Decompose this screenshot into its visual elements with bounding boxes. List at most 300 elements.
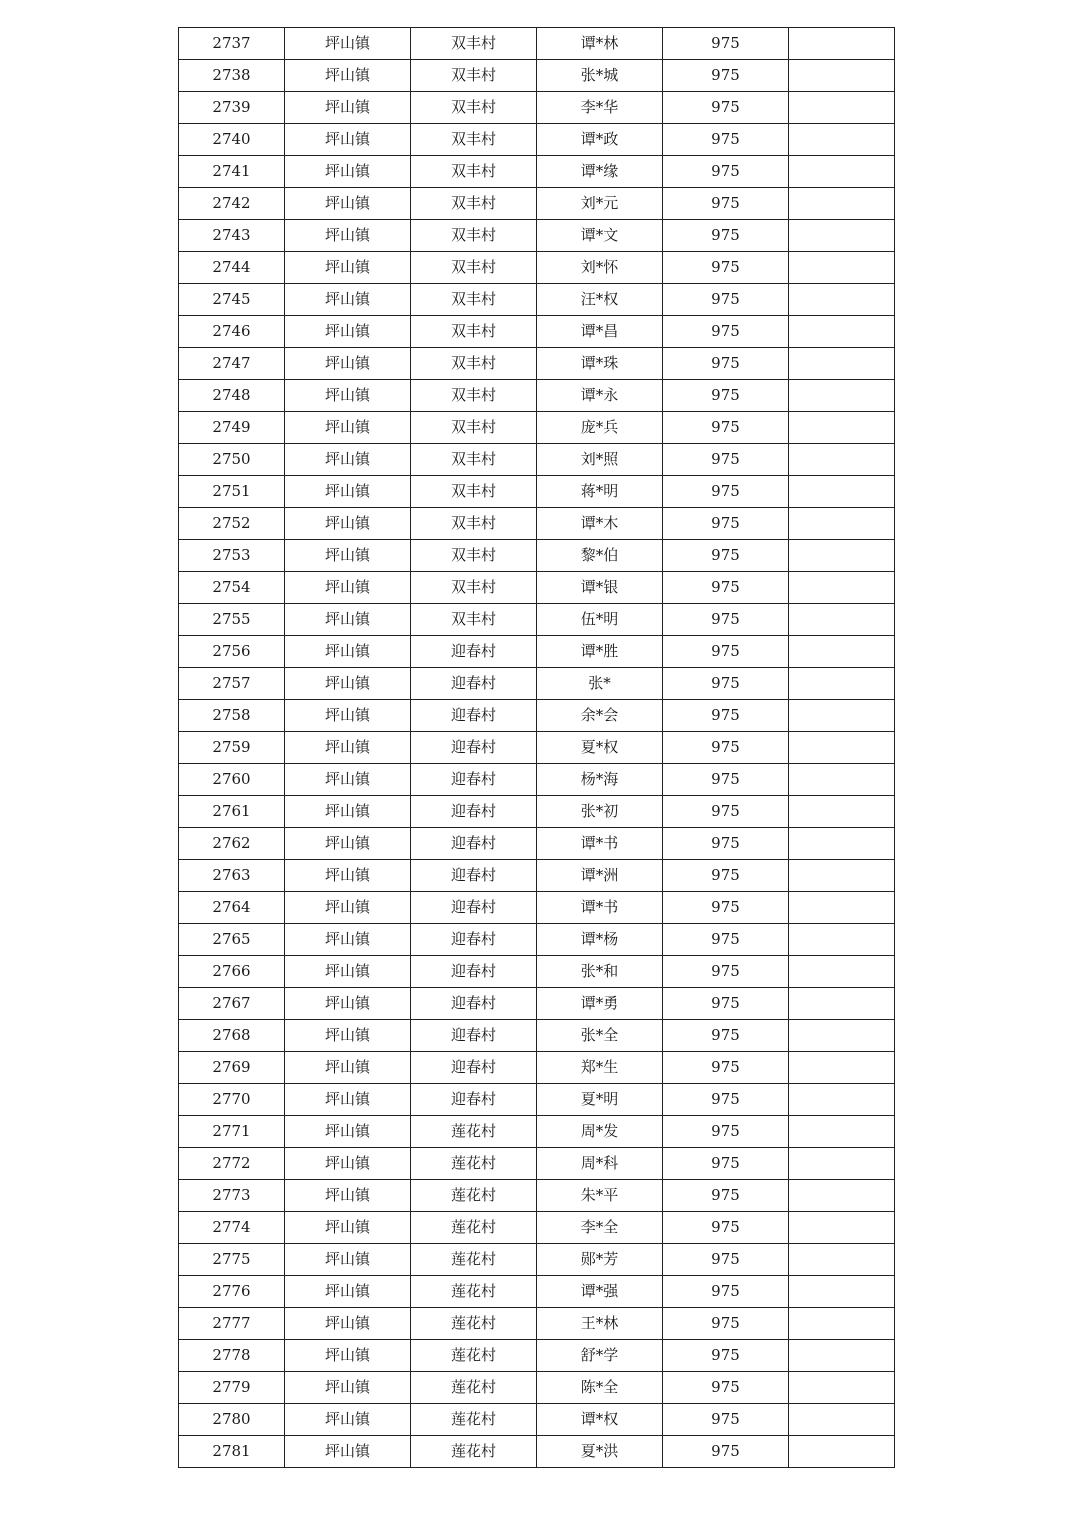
table-row [179, 316, 895, 348]
village-cell: 莲花村 [411, 1148, 537, 1180]
row-number-cell: 2763 [179, 860, 285, 892]
amount-cell: 975 [663, 188, 789, 220]
name-cell: 蒋*明 [537, 476, 663, 508]
amount-cell: 975 [663, 764, 789, 796]
note-cell [789, 1276, 895, 1308]
table-row [179, 412, 895, 444]
note-cell [789, 860, 895, 892]
town-cell: 坪山镇 [285, 1404, 411, 1436]
name-cell: 周*发 [537, 1116, 663, 1148]
row-number-cell: 2772 [179, 1148, 285, 1180]
name-cell: 谭*书 [537, 828, 663, 860]
name-cell: 张*城 [537, 60, 663, 92]
name-cell: 谭*木 [537, 508, 663, 540]
note-cell [789, 700, 895, 732]
town-cell: 坪山镇 [285, 316, 411, 348]
amount-cell: 975 [663, 860, 789, 892]
name-cell: 朱*平 [537, 1180, 663, 1212]
note-cell [789, 284, 895, 316]
row-number-cell: 2768 [179, 1020, 285, 1052]
name-cell: 李*全 [537, 1212, 663, 1244]
village-cell: 双丰村 [411, 92, 537, 124]
table-row [179, 1180, 895, 1212]
note-cell [789, 828, 895, 860]
row-number-cell: 2758 [179, 700, 285, 732]
row-number-cell: 2779 [179, 1372, 285, 1404]
row-number-cell: 2757 [179, 668, 285, 700]
town-cell: 坪山镇 [285, 476, 411, 508]
town-cell: 坪山镇 [285, 60, 411, 92]
amount-cell: 975 [663, 1244, 789, 1276]
name-cell: 刘*元 [537, 188, 663, 220]
amount-cell: 975 [663, 124, 789, 156]
name-cell: 张*和 [537, 956, 663, 988]
town-cell: 坪山镇 [285, 540, 411, 572]
amount-cell: 975 [663, 476, 789, 508]
row-number-cell: 2751 [179, 476, 285, 508]
village-cell: 双丰村 [411, 188, 537, 220]
note-cell [789, 348, 895, 380]
name-cell: 李*华 [537, 92, 663, 124]
row-number-cell: 2774 [179, 1212, 285, 1244]
name-cell: 舒*学 [537, 1340, 663, 1372]
town-cell: 坪山镇 [285, 636, 411, 668]
town-cell: 坪山镇 [285, 700, 411, 732]
table-row [179, 988, 895, 1020]
name-cell: 汪*权 [537, 284, 663, 316]
row-number-cell: 2778 [179, 1340, 285, 1372]
village-cell: 莲花村 [411, 1404, 537, 1436]
table-row [179, 604, 895, 636]
row-number-cell: 2753 [179, 540, 285, 572]
village-cell: 迎春村 [411, 668, 537, 700]
amount-cell: 975 [663, 636, 789, 668]
name-cell: 夏*洪 [537, 1436, 663, 1468]
village-cell: 双丰村 [411, 284, 537, 316]
town-cell: 坪山镇 [285, 668, 411, 700]
name-cell: 谭*胜 [537, 636, 663, 668]
amount-cell: 975 [663, 828, 789, 860]
village-cell: 莲花村 [411, 1308, 537, 1340]
note-cell [789, 156, 895, 188]
table-row [179, 892, 895, 924]
row-number-cell: 2756 [179, 636, 285, 668]
row-number-cell: 2767 [179, 988, 285, 1020]
amount-cell: 975 [663, 572, 789, 604]
table-row [179, 252, 895, 284]
town-cell: 坪山镇 [285, 732, 411, 764]
table-row [179, 764, 895, 796]
row-number-cell: 2780 [179, 1404, 285, 1436]
table-row [179, 860, 895, 892]
name-cell: 谭*勇 [537, 988, 663, 1020]
table-row [179, 732, 895, 764]
amount-cell: 975 [663, 732, 789, 764]
amount-cell: 975 [663, 1052, 789, 1084]
amount-cell: 975 [663, 1148, 789, 1180]
amount-cell: 975 [663, 348, 789, 380]
amount-cell: 975 [663, 1180, 789, 1212]
note-cell [789, 668, 895, 700]
town-cell: 坪山镇 [285, 1020, 411, 1052]
row-number-cell: 2781 [179, 1436, 285, 1468]
amount-cell: 975 [663, 28, 789, 60]
amount-cell: 975 [663, 1308, 789, 1340]
table-row [179, 1340, 895, 1372]
table-row [179, 156, 895, 188]
table-row [179, 828, 895, 860]
village-cell: 迎春村 [411, 892, 537, 924]
row-number-cell: 2744 [179, 252, 285, 284]
town-cell: 坪山镇 [285, 796, 411, 828]
town-cell: 坪山镇 [285, 572, 411, 604]
amount-cell: 975 [663, 1404, 789, 1436]
town-cell: 坪山镇 [285, 28, 411, 60]
table-row [179, 1244, 895, 1276]
village-cell: 莲花村 [411, 1340, 537, 1372]
note-cell [789, 124, 895, 156]
row-number-cell: 2745 [179, 284, 285, 316]
amount-cell: 975 [663, 380, 789, 412]
amount-cell: 975 [663, 988, 789, 1020]
name-cell: 谭*书 [537, 892, 663, 924]
table-row [179, 668, 895, 700]
name-cell: 谭*永 [537, 380, 663, 412]
row-number-cell: 2775 [179, 1244, 285, 1276]
note-cell [789, 60, 895, 92]
row-number-cell: 2755 [179, 604, 285, 636]
name-cell: 谭*林 [537, 28, 663, 60]
name-cell: 庞*兵 [537, 412, 663, 444]
note-cell [789, 1148, 895, 1180]
village-cell: 迎春村 [411, 636, 537, 668]
village-cell: 迎春村 [411, 924, 537, 956]
amount-cell: 975 [663, 1212, 789, 1244]
row-number-cell: 2749 [179, 412, 285, 444]
amount-cell: 975 [663, 1436, 789, 1468]
village-cell: 双丰村 [411, 412, 537, 444]
name-cell: 谭*银 [537, 572, 663, 604]
note-cell [789, 1084, 895, 1116]
name-cell: 郑*生 [537, 1052, 663, 1084]
note-cell [789, 636, 895, 668]
row-number-cell: 2760 [179, 764, 285, 796]
amount-cell: 975 [663, 924, 789, 956]
village-cell: 双丰村 [411, 380, 537, 412]
village-cell: 莲花村 [411, 1244, 537, 1276]
note-cell [789, 1052, 895, 1084]
table-row [179, 956, 895, 988]
note-cell [789, 220, 895, 252]
amount-cell: 975 [663, 892, 789, 924]
amount-cell: 975 [663, 668, 789, 700]
note-cell [789, 1436, 895, 1468]
row-number-cell: 2742 [179, 188, 285, 220]
note-cell [789, 412, 895, 444]
table-row [179, 1084, 895, 1116]
town-cell: 坪山镇 [285, 988, 411, 1020]
amount-cell: 975 [663, 1116, 789, 1148]
row-number-cell: 2765 [179, 924, 285, 956]
town-cell: 坪山镇 [285, 828, 411, 860]
row-number-cell: 2741 [179, 156, 285, 188]
table-row [179, 700, 895, 732]
table-row [179, 540, 895, 572]
town-cell: 坪山镇 [285, 124, 411, 156]
row-number-cell: 2747 [179, 348, 285, 380]
note-cell [789, 956, 895, 988]
row-number-cell: 2752 [179, 508, 285, 540]
table-row [179, 348, 895, 380]
amount-cell: 975 [663, 444, 789, 476]
note-cell [789, 1212, 895, 1244]
town-cell: 坪山镇 [285, 1276, 411, 1308]
village-cell: 莲花村 [411, 1116, 537, 1148]
town-cell: 坪山镇 [285, 284, 411, 316]
row-number-cell: 2739 [179, 92, 285, 124]
row-number-cell: 2771 [179, 1116, 285, 1148]
village-cell: 迎春村 [411, 1084, 537, 1116]
note-cell [789, 508, 895, 540]
row-number-cell: 2764 [179, 892, 285, 924]
row-number-cell: 2762 [179, 828, 285, 860]
town-cell: 坪山镇 [285, 412, 411, 444]
village-cell: 双丰村 [411, 28, 537, 60]
name-cell: 伍*明 [537, 604, 663, 636]
note-cell [789, 732, 895, 764]
town-cell: 坪山镇 [285, 1212, 411, 1244]
note-cell [789, 1372, 895, 1404]
note-cell [789, 316, 895, 348]
town-cell: 坪山镇 [285, 348, 411, 380]
town-cell: 坪山镇 [285, 1340, 411, 1372]
name-cell: 余*会 [537, 700, 663, 732]
note-cell [789, 988, 895, 1020]
row-number-cell: 2766 [179, 956, 285, 988]
town-cell: 坪山镇 [285, 604, 411, 636]
table-row [179, 796, 895, 828]
note-cell [789, 1404, 895, 1436]
amount-cell: 975 [663, 796, 789, 828]
note-cell [789, 924, 895, 956]
village-cell: 双丰村 [411, 124, 537, 156]
village-cell: 双丰村 [411, 220, 537, 252]
table-row [179, 1116, 895, 1148]
town-cell: 坪山镇 [285, 220, 411, 252]
name-cell: 夏*明 [537, 1084, 663, 1116]
village-cell: 双丰村 [411, 348, 537, 380]
village-cell: 迎春村 [411, 1052, 537, 1084]
note-cell [789, 476, 895, 508]
name-cell: 谭*文 [537, 220, 663, 252]
village-cell: 迎春村 [411, 988, 537, 1020]
amount-cell: 975 [663, 316, 789, 348]
village-cell: 双丰村 [411, 476, 537, 508]
amount-cell: 975 [663, 220, 789, 252]
row-number-cell: 2754 [179, 572, 285, 604]
note-cell [789, 1020, 895, 1052]
note-cell [789, 1340, 895, 1372]
table-row [179, 572, 895, 604]
town-cell: 坪山镇 [285, 892, 411, 924]
name-cell: 谭*杨 [537, 924, 663, 956]
amount-cell: 975 [663, 1276, 789, 1308]
name-cell: 王*林 [537, 1308, 663, 1340]
name-cell: 陈*全 [537, 1372, 663, 1404]
row-number-cell: 2769 [179, 1052, 285, 1084]
table-row [179, 380, 895, 412]
name-cell: 谭*政 [537, 124, 663, 156]
row-number-cell: 2740 [179, 124, 285, 156]
name-cell: 谭*权 [537, 1404, 663, 1436]
table-row [179, 1052, 895, 1084]
subsidy-list-table [178, 27, 895, 1468]
table-row [179, 284, 895, 316]
village-cell: 迎春村 [411, 700, 537, 732]
name-cell: 张*初 [537, 796, 663, 828]
table-row [179, 124, 895, 156]
amount-cell: 975 [663, 956, 789, 988]
row-number-cell: 2746 [179, 316, 285, 348]
amount-cell: 975 [663, 1340, 789, 1372]
town-cell: 坪山镇 [285, 764, 411, 796]
town-cell: 坪山镇 [285, 508, 411, 540]
town-cell: 坪山镇 [285, 252, 411, 284]
table-row [179, 636, 895, 668]
town-cell: 坪山镇 [285, 1372, 411, 1404]
note-cell [789, 1244, 895, 1276]
village-cell: 双丰村 [411, 156, 537, 188]
note-cell [789, 188, 895, 220]
amount-cell: 975 [663, 1020, 789, 1052]
note-cell [789, 1180, 895, 1212]
name-cell: 夏*权 [537, 732, 663, 764]
note-cell [789, 252, 895, 284]
row-number-cell: 2773 [179, 1180, 285, 1212]
town-cell: 坪山镇 [285, 956, 411, 988]
table-row [179, 1212, 895, 1244]
town-cell: 坪山镇 [285, 1436, 411, 1468]
name-cell: 谭*强 [537, 1276, 663, 1308]
note-cell [789, 1308, 895, 1340]
row-number-cell: 2750 [179, 444, 285, 476]
note-cell [789, 28, 895, 60]
village-cell: 莲花村 [411, 1180, 537, 1212]
village-cell: 迎春村 [411, 796, 537, 828]
table-row [179, 476, 895, 508]
town-cell: 坪山镇 [285, 1084, 411, 1116]
table-row [179, 1372, 895, 1404]
note-cell [789, 572, 895, 604]
note-cell [789, 796, 895, 828]
town-cell: 坪山镇 [285, 1116, 411, 1148]
amount-cell: 975 [663, 508, 789, 540]
table-row [179, 924, 895, 956]
amount-cell: 975 [663, 604, 789, 636]
village-cell: 双丰村 [411, 252, 537, 284]
table-row [179, 1436, 895, 1468]
town-cell: 坪山镇 [285, 1308, 411, 1340]
town-cell: 坪山镇 [285, 1148, 411, 1180]
name-cell: 周*科 [537, 1148, 663, 1180]
village-cell: 双丰村 [411, 508, 537, 540]
name-cell: 谭*珠 [537, 348, 663, 380]
village-cell: 双丰村 [411, 316, 537, 348]
amount-cell: 975 [663, 1084, 789, 1116]
row-number-cell: 2743 [179, 220, 285, 252]
village-cell: 莲花村 [411, 1276, 537, 1308]
table-row [179, 28, 895, 60]
table-row [179, 1276, 895, 1308]
table-row [179, 60, 895, 92]
table-row [179, 188, 895, 220]
village-cell: 迎春村 [411, 956, 537, 988]
town-cell: 坪山镇 [285, 924, 411, 956]
row-number-cell: 2761 [179, 796, 285, 828]
amount-cell: 975 [663, 252, 789, 284]
note-cell [789, 892, 895, 924]
row-number-cell: 2777 [179, 1308, 285, 1340]
amount-cell: 975 [663, 284, 789, 316]
village-cell: 莲花村 [411, 1436, 537, 1468]
amount-cell: 975 [663, 412, 789, 444]
table-row [179, 1148, 895, 1180]
town-cell: 坪山镇 [285, 1052, 411, 1084]
row-number-cell: 2776 [179, 1276, 285, 1308]
amount-cell: 975 [663, 1372, 789, 1404]
table-row [179, 92, 895, 124]
village-cell: 迎春村 [411, 732, 537, 764]
name-cell: 谭*洲 [537, 860, 663, 892]
amount-cell: 975 [663, 540, 789, 572]
note-cell [789, 604, 895, 636]
name-cell: 刘*怀 [537, 252, 663, 284]
town-cell: 坪山镇 [285, 92, 411, 124]
name-cell: 谭*昌 [537, 316, 663, 348]
table-row [179, 444, 895, 476]
village-cell: 莲花村 [411, 1212, 537, 1244]
village-cell: 双丰村 [411, 444, 537, 476]
table-row [179, 1404, 895, 1436]
village-cell: 双丰村 [411, 604, 537, 636]
table-row [179, 1308, 895, 1340]
village-cell: 双丰村 [411, 60, 537, 92]
town-cell: 坪山镇 [285, 1180, 411, 1212]
table-body [179, 28, 895, 1468]
note-cell [789, 92, 895, 124]
amount-cell: 975 [663, 60, 789, 92]
name-cell: 杨*海 [537, 764, 663, 796]
note-cell [789, 444, 895, 476]
name-cell: 张* [537, 668, 663, 700]
note-cell [789, 540, 895, 572]
row-number-cell: 2748 [179, 380, 285, 412]
amount-cell: 975 [663, 700, 789, 732]
village-cell: 迎春村 [411, 828, 537, 860]
amount-cell: 975 [663, 156, 789, 188]
town-cell: 坪山镇 [285, 156, 411, 188]
village-cell: 双丰村 [411, 572, 537, 604]
village-cell: 双丰村 [411, 540, 537, 572]
village-cell: 迎春村 [411, 860, 537, 892]
row-number-cell: 2770 [179, 1084, 285, 1116]
village-cell: 莲花村 [411, 1372, 537, 1404]
name-cell: 郧*芳 [537, 1244, 663, 1276]
note-cell [789, 764, 895, 796]
table-row [179, 508, 895, 540]
town-cell: 坪山镇 [285, 444, 411, 476]
town-cell: 坪山镇 [285, 1244, 411, 1276]
